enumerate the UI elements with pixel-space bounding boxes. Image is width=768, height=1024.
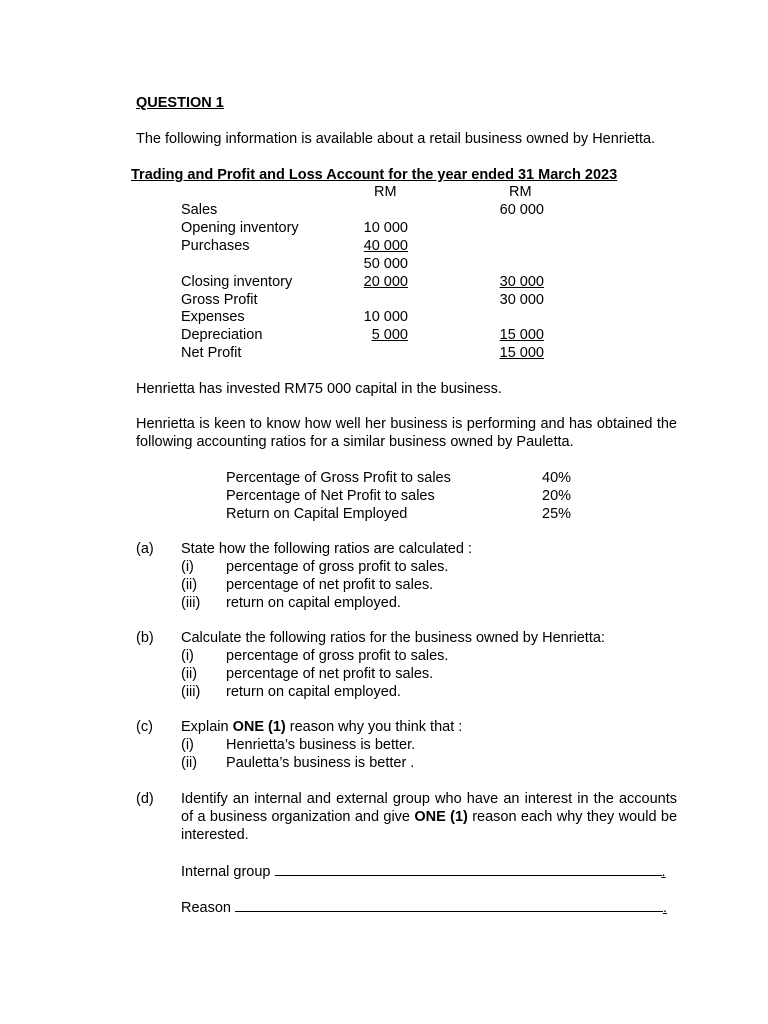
reason-answer-line[interactable] bbox=[235, 897, 663, 912]
account-row-label: Closing inventory bbox=[181, 273, 293, 290]
account-row-label: Gross Profit bbox=[181, 291, 258, 308]
sub-item-text: return on capital employed. bbox=[226, 684, 401, 701]
reason-label: Reason bbox=[181, 900, 231, 916]
ratio-value: 20% bbox=[542, 487, 572, 504]
part-d-label: (d) bbox=[136, 791, 154, 807]
account-row-col1: 50 000 bbox=[363, 255, 408, 272]
account-row-col2: 30 000 bbox=[499, 273, 544, 290]
sub-item-number: (i) bbox=[181, 737, 194, 753]
keen-text: Henrietta is keen to know how well her business is performing and has obtained the following accounting ratios for a similar business owned by Pauletta. bbox=[136, 416, 677, 450]
sub-item-text: Henrietta’s business is better. bbox=[226, 737, 416, 753]
part-d-text: Identify an internal and external group who have an interest in the accounts of a business organization and give ONE (1) reason each why they would be interested. bbox=[181, 791, 678, 843]
account-row-col2: 30 000 bbox=[499, 291, 544, 308]
account-row-col1: 20 000 bbox=[363, 273, 408, 290]
account-title: Trading and Profit and Loss Account for the year ended 31 March 2023 bbox=[131, 167, 618, 183]
sub-item-text: percentage of gross profit to sales. bbox=[226, 648, 449, 664]
internal-line-end: . bbox=[661, 864, 666, 880]
sub-item-number: (iii) bbox=[181, 595, 201, 612]
account-row-col2: 60 000 bbox=[499, 202, 544, 218]
part-a-text: State how the following ratios are calculated : bbox=[181, 541, 472, 557]
reason-row bbox=[181, 897, 667, 917]
internal-group-answer-line[interactable] bbox=[275, 861, 662, 876]
ratio-label: Percentage of Gross Profit to sales bbox=[226, 470, 451, 486]
account-row-col2: 15 000 bbox=[499, 345, 544, 362]
ratio-value: 25% bbox=[542, 505, 572, 522]
reason-line-end: . bbox=[663, 900, 668, 916]
account-row-label: Opening inventory bbox=[181, 219, 299, 236]
sub-item-number: (i) bbox=[181, 559, 194, 575]
internal-group-row bbox=[181, 861, 666, 881]
sub-item-number: (iii) bbox=[181, 684, 201, 701]
sub-item-number: (ii) bbox=[181, 577, 198, 594]
account-row-label: Purchases bbox=[181, 237, 250, 254]
account-row-col2: 15 000 bbox=[499, 327, 544, 344]
col1-header: RM bbox=[374, 184, 397, 200]
ratio-label: Return on Capital Employed bbox=[226, 505, 408, 522]
account-row-col1: 10 000 bbox=[363, 219, 408, 236]
part-c-label: (c) bbox=[136, 719, 153, 735]
internal-group-label: Internal group bbox=[181, 864, 271, 880]
sub-item-number: (ii) bbox=[181, 755, 198, 772]
capital-text: Henrietta has invested RM75 000 capital in the business. bbox=[136, 381, 502, 397]
ratio-label: Percentage of Net Profit to sales bbox=[226, 487, 435, 504]
account-row-col1: 40 000 bbox=[363, 237, 408, 254]
sub-item-text: percentage of net profit to sales. bbox=[226, 666, 434, 683]
account-row-label: Sales bbox=[181, 202, 218, 218]
account-row-label: Net Profit bbox=[181, 345, 242, 362]
part-b-label: (b) bbox=[136, 630, 154, 646]
sub-item-number: (i) bbox=[181, 648, 194, 664]
sub-item-text: percentage of gross profit to sales. bbox=[226, 559, 449, 575]
col2-header: RM bbox=[509, 184, 532, 200]
sub-item-number: (ii) bbox=[181, 666, 198, 683]
question-heading: QUESTION 1 bbox=[136, 95, 224, 111]
intro-text: The following information is available about a retail business owned by Henrietta. bbox=[136, 131, 656, 147]
account-row-label: Depreciation bbox=[181, 327, 263, 344]
sub-item-text: Pauletta’s business is better . bbox=[226, 755, 415, 772]
sub-item-text: percentage of net profit to sales. bbox=[226, 577, 434, 594]
part-a-label: (a) bbox=[136, 541, 154, 557]
account-row-col1: 5 000 bbox=[371, 327, 408, 344]
part-c-text: Explain ONE (1) reason why you think that : bbox=[181, 719, 463, 735]
sub-item-text: return on capital employed. bbox=[226, 595, 401, 612]
account-row-label: Expenses bbox=[181, 309, 245, 326]
account-row-col1: 10 000 bbox=[363, 309, 408, 326]
ratio-value: 40% bbox=[542, 470, 572, 486]
part-b-text: Calculate the following ratios for the business owned by Henrietta: bbox=[181, 630, 605, 646]
